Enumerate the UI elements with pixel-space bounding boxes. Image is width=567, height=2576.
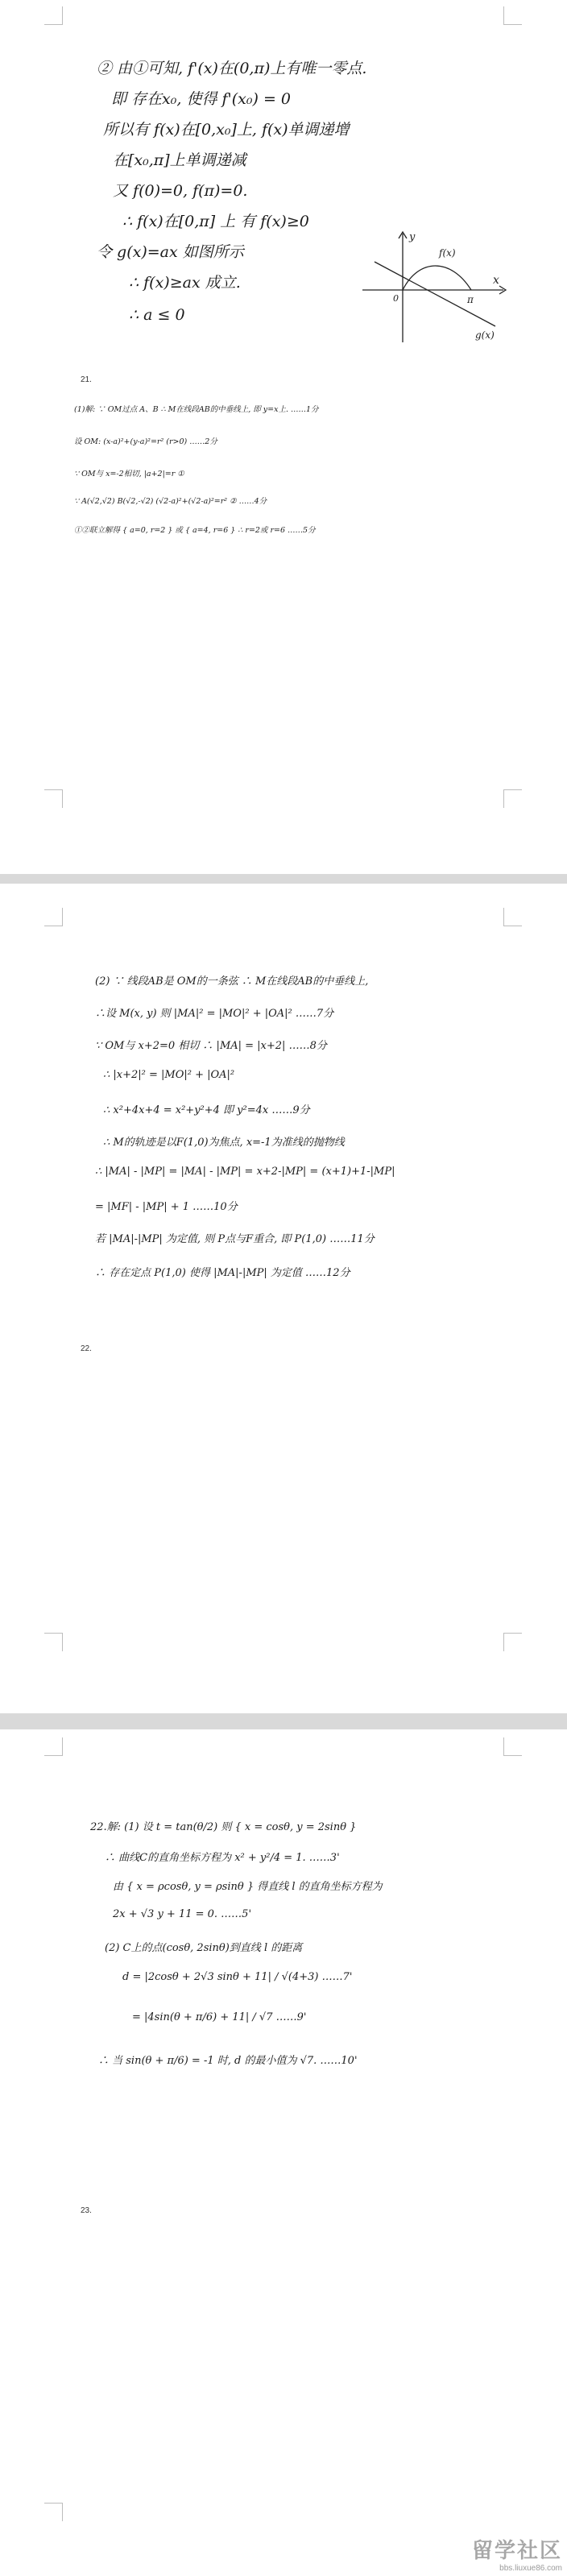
handwritten-line: 令 g(x)=ax 如图所示 bbox=[97, 243, 244, 261]
origin-label: 0 bbox=[393, 293, 399, 304]
handwritten-line: 22.解: (1) 设 t = tan(θ/2) 则 { x = cosθ, y = 2sinθ } bbox=[90, 1821, 357, 1833]
handwritten-line: (1)解: ∵ OM过点 A、B ∴ M在线段AB的中垂线上, 即 y=x上. ……1分 bbox=[74, 405, 319, 414]
fx-curve bbox=[403, 266, 471, 290]
handwritten-line: ∴ a ≤ 0 bbox=[129, 306, 185, 324]
handwritten-solution-q22 bbox=[90, 1818, 525, 2092]
handwritten-line: ∵ A(√2,√2) B(√2,-√2) (√2-a)²+(√2-a)²=r² ② ……4分 bbox=[74, 497, 267, 506]
handwritten-line: (2) ∵ 线段AB是 OM的一条弦 ∴ M在线段AB的中垂线上, bbox=[95, 975, 369, 988]
handwritten-line: 在[x₀,π]上单调递减 bbox=[113, 151, 246, 169]
handwritten-line: 设 OM: (x-a)²+(y-a)²=r² (r>0) ……2分 bbox=[74, 437, 217, 446]
handwritten-line: = |4sin(θ + π/6) + 11| / √7 ……9' bbox=[132, 2011, 307, 2023]
handwritten-line: ∴ |x+2|² = |MO|² + |OA|² bbox=[103, 1069, 235, 1081]
watermark-brand: 留学社区 bbox=[471, 2538, 562, 2562]
page-corner-mark bbox=[503, 1633, 522, 1651]
handwritten-line: ∴ |MA| - |MP| = |MA| - |MP| = x+2-|MP| = (x+1)+1-|MP| bbox=[95, 1166, 395, 1178]
handwritten-line: 即 存在x₀, 使得 f'(x₀) = 0 bbox=[111, 90, 291, 108]
site-watermark bbox=[472, 2534, 562, 2573]
handwritten-line: ② 由①可知, f'(x)在(0,π)上有唯一零点. bbox=[97, 60, 367, 77]
handwritten-line: ∵ OM与 x+2=0 相切 ∴ |MA| = |x+2| ……8分 bbox=[95, 1040, 327, 1052]
handwritten-solution-q21-part2 bbox=[95, 972, 530, 1335]
gx-label: g(x) bbox=[475, 329, 495, 341]
y-axis-label: y bbox=[409, 231, 416, 243]
handwritten-line: ∴ 当 sin(θ + π/6) = -1 时, d 的最小值为 √7. ……10' bbox=[98, 2055, 358, 2067]
handwritten-line: ①②联立解得 { a=0, r=2 } 或 { a=4, r=6 } ∴ r=2或 r=6 ……5分 bbox=[74, 526, 316, 535]
function-sketch-graph bbox=[354, 226, 515, 354]
document-page-1 bbox=[0, 0, 567, 874]
handwritten-line: 若 |MA|-|MP| 为定值, 则 P点与F重合, 即 P(1,0) ……11分 bbox=[95, 1233, 375, 1245]
page-corner-mark bbox=[503, 6, 522, 25]
handwritten-line: ∴ M的轨迹是以F(1,0)为焦点, x=-1为准线的抛物线 bbox=[103, 1137, 345, 1149]
page-corner-mark bbox=[44, 789, 63, 808]
question-number-22: 22. bbox=[81, 1344, 92, 1353]
watermark-url: bbs.liuxue86.com bbox=[499, 2564, 562, 2573]
handwritten-line: = |MF| - |MP| + 1 ……10分 bbox=[95, 1201, 238, 1213]
question-number-21: 21. bbox=[81, 375, 92, 384]
document-page-3 bbox=[0, 1729, 567, 2576]
handwritten-line: ∴ f(x)在[0,π] 上 有 f(x)≥0 bbox=[122, 213, 309, 230]
page-corner-mark bbox=[503, 789, 522, 808]
page-corner-mark bbox=[44, 6, 63, 25]
handwritten-line: 又 f(0)=0, f(π)=0. bbox=[113, 182, 248, 200]
handwritten-line: d = |2cosθ + 2√3 sinθ + 11| / √(4+3) ……7' bbox=[122, 1971, 353, 1983]
handwritten-line: ∴ 存在定点 P(1,0) 使得 |MA|-|MP| 为定值 ……12分 bbox=[95, 1267, 350, 1279]
page-corner-mark bbox=[44, 2503, 63, 2521]
page-corner-mark bbox=[44, 1633, 63, 1651]
handwritten-solution-q21-part1 bbox=[74, 403, 509, 564]
question-number-23: 23. bbox=[81, 2206, 92, 2215]
page-corner-mark bbox=[44, 1737, 63, 1756]
handwritten-line: 由 { x = ρcosθ, y = ρsinθ } 得直线 l 的直角坐标方程为 bbox=[113, 1881, 383, 1893]
page-separator bbox=[0, 1713, 567, 1729]
pi-label: π bbox=[467, 294, 474, 305]
handwritten-line: ∴ 曲线C的直角坐标方程为 x² + y²/4 = 1. ……3' bbox=[105, 1852, 340, 1864]
fx-label: f(x) bbox=[439, 247, 456, 259]
handwritten-line: 2x + √3 y + 11 = 0. ……5' bbox=[113, 1908, 252, 1920]
handwritten-line: 所以有 f(x)在[0,x₀]上, f(x)单调递增 bbox=[103, 121, 350, 139]
handwritten-line: ∵ OM与 x=-2相切, |a+2|=r ① bbox=[74, 470, 184, 478]
page-corner-mark bbox=[503, 908, 522, 926]
handwritten-line: ∴ f(x)≥ax 成立. bbox=[129, 274, 241, 292]
page-corner-mark bbox=[44, 908, 63, 926]
handwritten-line: ∴ x²+4x+4 = x²+y²+4 即 y²=4x ……9分 bbox=[103, 1104, 310, 1116]
x-axis-label: x bbox=[493, 274, 499, 287]
page-separator bbox=[0, 874, 567, 884]
document-page-2 bbox=[0, 884, 567, 1713]
page-corner-mark bbox=[503, 1737, 522, 1756]
handwritten-line: (2) C上的点(cosθ, 2sinθ)到直线 l 的距离 bbox=[105, 1942, 303, 1954]
handwritten-line: ∴设 M(x, y) 则 |MA|² = |MO|² + |OA|² ……7分 bbox=[95, 1008, 334, 1020]
